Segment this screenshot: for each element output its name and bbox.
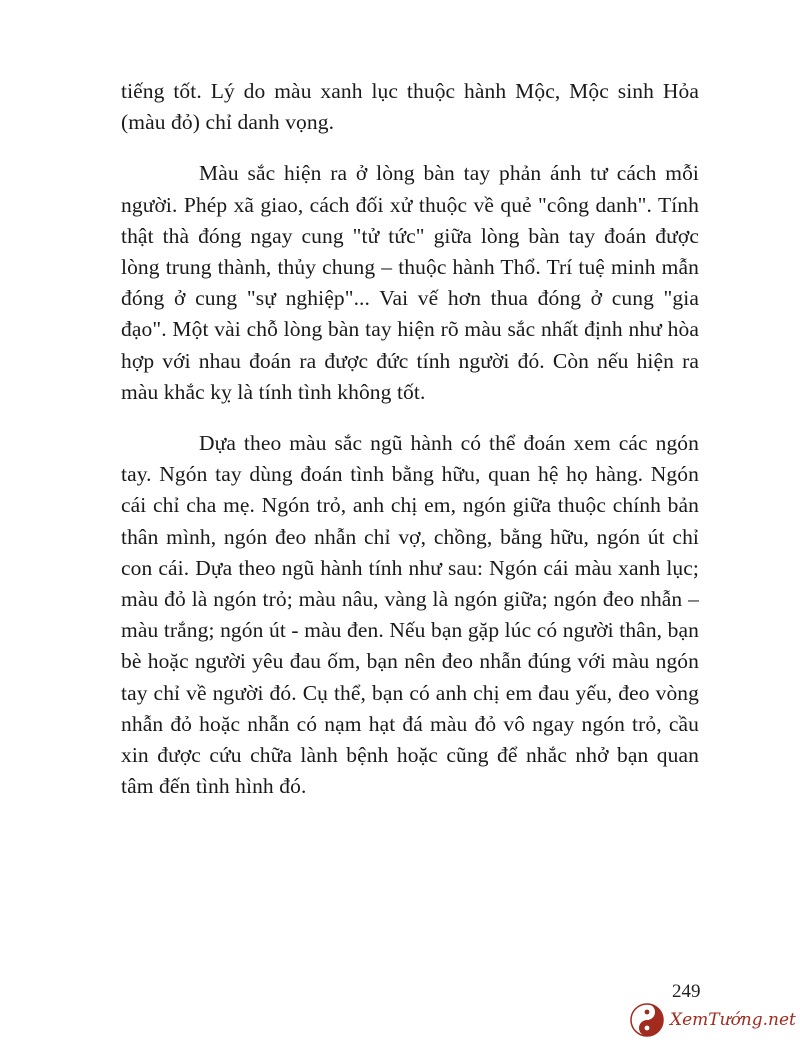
page-body — [121, 76, 699, 802]
yin-yang-icon — [630, 1003, 664, 1037]
watermark-logo — [630, 999, 796, 1041]
paragraph-3: Dựa theo màu sắc ngũ hành có thể đoán xem các ngón tay. Ngón tay dùng đoán tình bằng hữu, quan hệ họ hàng. Ngón cái chỉ cha mẹ. Ngón trỏ, anh chị em, ngón giữa thuộc chính bản thân mình, ngón đeo nhẫn chỉ vợ, chồng, bằng hữu, ngón út chỉ con cái. Dựa theo ngũ hành tính như sau: Ngón cái màu xanh lục; màu đỏ là ngón trỏ; màu nâu, vàng là ngón giữa; ngón đeo nhẫn – màu trắng; ngón út - màu đen. Nếu bạn gặp lúc có người thân, bạn bè hoặc người yêu đau ốm, bạn nên đeo nhẫn đúng với màu ngón tay chỉ về người đó. Cụ thể, bạn có anh chị em đau yếu, đeo vòng nhẫn đỏ hoặc nhẫn có nạm hạt đá màu đỏ vô ngay ngón trỏ, cầu xin được cứu chữa lành bệnh hoặc cũng để nhắc nhở bạn quan tâm đến tình hình đó. — [121, 431, 699, 799]
watermark-text: XemTướng.net — [670, 1010, 796, 1030]
page-number: 249 — [672, 981, 701, 1002]
paragraph-2: Màu sắc hiện ra ở lòng bàn tay phản ánh tư cách mỗi người. Phép xã giao, cách đối xử thuộc về quẻ "công danh". Tính thật thà đóng ngay cung "tử tức" giữa lòng bàn tay đoán được lòng trung thành, thủy chung – thuộc hành Thổ. Trí tuệ minh mẫn đóng ở cung "sự nghiệp"... Vai vế hơn thua đóng ở cung "gia đạo". Một vài chỗ lòng bàn tay hiện rõ màu sắc nhất định như hòa hợp với nhau đoán ra được đức tính người đó. Còn nếu hiện ra màu khắc kỵ là tính tình không tốt. — [121, 161, 699, 404]
paragraph-1: tiếng tốt. Lý do màu xanh lục thuộc hành Mộc, Mộc sinh Hỏa (màu đỏ) chỉ danh vọng. — [121, 79, 699, 135]
